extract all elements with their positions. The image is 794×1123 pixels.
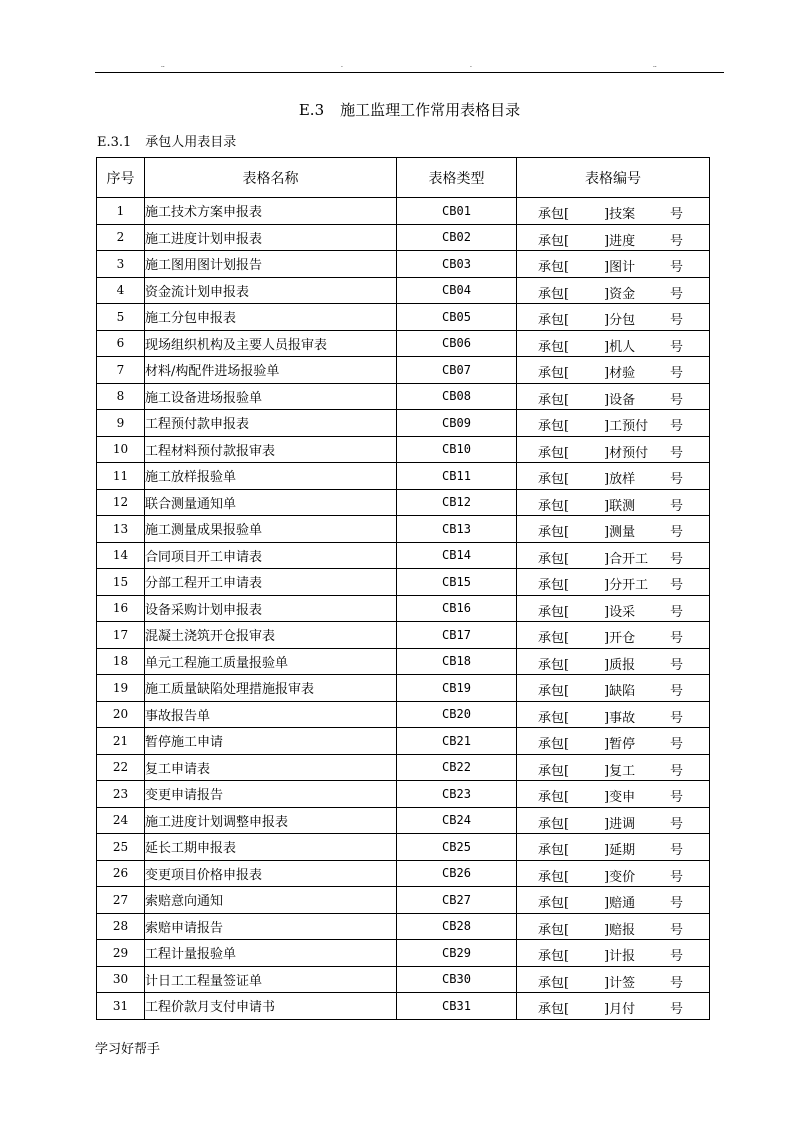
row-seq: 1 [97, 198, 145, 225]
code-abbrev: ]暂停 [604, 737, 636, 752]
table-row [97, 251, 710, 278]
column-header-name: 表格名称 [145, 158, 397, 198]
code-abbrev: ]机人 [604, 339, 636, 355]
table-row [97, 860, 710, 887]
subsection-title [97, 134, 236, 152]
code-number-mark: 号 [670, 445, 684, 461]
row-form-name: 材料/构配件进场报验单 [145, 357, 397, 384]
column-header-code: 表格编号 [517, 158, 710, 198]
row-form-type: CB08 [397, 383, 517, 410]
code-abbrev: ]材预付 [604, 445, 649, 461]
code-number-mark: 号 [670, 790, 684, 805]
row-form-code [517, 410, 710, 437]
table-row [97, 542, 710, 569]
row-form-code [517, 807, 710, 834]
code-number-mark: 号 [670, 684, 684, 699]
row-form-type: CB22 [397, 754, 517, 781]
table-row [97, 807, 710, 834]
code-prefix: 承包[ [538, 339, 570, 355]
row-form-type: CB20 [397, 701, 517, 728]
code-prefix: 承包[ [538, 737, 570, 752]
code-prefix: 承包[ [538, 631, 570, 646]
code-abbrev: ]设备 [604, 392, 636, 408]
row-form-name: 工程计量报验单 [145, 940, 397, 967]
table-row [97, 728, 710, 755]
row-form-type: CB31 [397, 993, 517, 1020]
row-form-code [517, 251, 710, 278]
code-prefix: 承包[ [538, 578, 570, 593]
row-seq: 18 [97, 648, 145, 675]
row-form-name: 施工图用图计划报告 [145, 251, 397, 278]
row-form-name: 工程材料预付款报审表 [145, 436, 397, 463]
code-prefix: 承包[ [538, 922, 570, 938]
code-number-mark: 号 [670, 472, 684, 487]
row-form-type: CB14 [397, 542, 517, 569]
row-form-code [517, 834, 710, 861]
row-seq: 6 [97, 330, 145, 357]
code-prefix: 承包[ [538, 790, 570, 805]
row-seq: 19 [97, 675, 145, 702]
table-row [97, 754, 710, 781]
row-form-type: CB15 [397, 569, 517, 596]
row-form-code [517, 781, 710, 808]
code-prefix: 承包[ [538, 684, 570, 699]
table-row [97, 622, 710, 649]
table-row [97, 516, 710, 543]
table-row [97, 675, 710, 702]
code-abbrev: ]质报 [604, 657, 636, 673]
code-number-mark: 号 [670, 339, 684, 355]
header-dot: . [341, 62, 343, 69]
code-number-mark: 号 [670, 260, 684, 275]
code-prefix: 承包[ [538, 419, 570, 434]
table-row [97, 277, 710, 304]
row-form-type: CB04 [397, 277, 517, 304]
row-form-name: 资金流计划申报表 [145, 277, 397, 304]
code-abbrev: ]工预付 [604, 419, 649, 434]
code-number-mark: 号 [670, 1002, 684, 1017]
row-form-code [517, 463, 710, 490]
row-form-code [517, 595, 710, 622]
row-form-code [517, 436, 710, 463]
row-form-code [517, 542, 710, 569]
row-form-code [517, 913, 710, 940]
row-form-type: CB26 [397, 860, 517, 887]
code-prefix: 承包[ [538, 949, 570, 964]
row-form-type: CB21 [397, 728, 517, 755]
code-prefix: 承包[ [538, 313, 570, 328]
row-form-type: CB10 [397, 436, 517, 463]
row-form-name: 施工进度计划调整申报表 [145, 807, 397, 834]
code-number-mark: 号 [670, 816, 684, 832]
row-seq: 31 [97, 993, 145, 1020]
form-catalog-table [96, 157, 710, 1020]
code-prefix: 承包[ [538, 657, 570, 673]
code-number-mark: 号 [670, 737, 684, 752]
row-form-name: 施工测量成果报验单 [145, 516, 397, 543]
row-form-name: 合同项目开工申请表 [145, 542, 397, 569]
row-seq: 22 [97, 754, 145, 781]
page-footer: 学习好帮手 [95, 1042, 161, 1057]
header-dot: . [470, 62, 472, 69]
row-seq: 5 [97, 304, 145, 331]
code-prefix: 承包[ [538, 472, 570, 487]
code-prefix: 承包[ [538, 1002, 570, 1017]
subsection-number: E.3.1 [97, 135, 132, 150]
row-form-code [517, 330, 710, 357]
row-form-code [517, 569, 710, 596]
row-form-name: 索赔意向通知 [145, 887, 397, 914]
code-number-mark: 号 [670, 843, 684, 858]
table-row [97, 436, 710, 463]
row-seq: 14 [97, 542, 145, 569]
row-form-name: 计日工工程量签证单 [145, 966, 397, 993]
table-row [97, 648, 710, 675]
row-form-type: CB05 [397, 304, 517, 331]
page-header-dots [95, 62, 724, 70]
code-abbrev: ]赔通 [604, 896, 636, 911]
table-row [97, 966, 710, 993]
row-form-code [517, 860, 710, 887]
code-abbrev: ]变申 [604, 790, 636, 805]
row-form-name: 施工质量缺陷处理措施报审表 [145, 675, 397, 702]
row-seq: 13 [97, 516, 145, 543]
code-prefix: 承包[ [538, 525, 570, 540]
row-form-type: CB23 [397, 781, 517, 808]
code-number-mark: 号 [670, 869, 684, 885]
row-form-name: 变更项目价格申报表 [145, 860, 397, 887]
row-form-code [517, 887, 710, 914]
row-form-name: 变更申请报告 [145, 781, 397, 808]
code-number-mark: 号 [670, 392, 684, 408]
row-form-code [517, 728, 710, 755]
code-prefix: 承包[ [538, 604, 570, 620]
code-prefix: 承包[ [538, 710, 570, 726]
code-prefix: 承包[ [538, 207, 570, 222]
row-form-name: 施工设备进场报验单 [145, 383, 397, 410]
code-abbrev: ]计签 [604, 975, 636, 991]
code-abbrev: ]测量 [604, 525, 636, 540]
code-abbrev: ]合开工 [604, 551, 649, 567]
row-form-type: CB16 [397, 595, 517, 622]
table-row [97, 357, 710, 384]
row-form-code [517, 198, 710, 225]
table-row [97, 224, 710, 251]
code-abbrev: ]开仓 [604, 631, 636, 646]
code-number-mark: 号 [670, 604, 684, 620]
code-abbrev: ]图计 [604, 260, 636, 275]
row-form-type: CB24 [397, 807, 517, 834]
table-row [97, 304, 710, 331]
header-dot: .. [653, 62, 657, 69]
row-form-type: CB03 [397, 251, 517, 278]
code-abbrev: ]延期 [604, 843, 636, 858]
code-prefix: 承包[ [538, 896, 570, 911]
row-form-type: CB02 [397, 224, 517, 251]
code-abbrev: ]事故 [604, 710, 636, 726]
code-number-mark: 号 [670, 525, 684, 540]
row-seq: 7 [97, 357, 145, 384]
code-number-mark: 号 [670, 763, 684, 779]
row-form-code [517, 357, 710, 384]
row-form-name: 施工进度计划申报表 [145, 224, 397, 251]
code-number-mark: 号 [670, 313, 684, 328]
row-form-name: 工程价款月支付申请书 [145, 993, 397, 1020]
section-title-text: 施工监理工作常用表格目录 [340, 101, 521, 119]
code-abbrev: ]设采 [604, 604, 636, 620]
table-row [97, 993, 710, 1020]
row-seq: 25 [97, 834, 145, 861]
code-number-mark: 号 [670, 207, 684, 222]
row-form-code [517, 383, 710, 410]
code-number-mark: 号 [670, 896, 684, 911]
code-number-mark: 号 [670, 975, 684, 991]
header-dot: .. [161, 62, 165, 69]
row-form-code [517, 675, 710, 702]
row-form-type: CB06 [397, 330, 517, 357]
row-seq: 29 [97, 940, 145, 967]
row-seq: 24 [97, 807, 145, 834]
column-header-type: 表格类型 [397, 158, 517, 198]
subsection-title-text: 承包人用表目录 [145, 135, 237, 150]
row-seq: 4 [97, 277, 145, 304]
code-number-mark: 号 [670, 631, 684, 646]
code-abbrev: ]分开工 [604, 578, 649, 593]
row-seq: 27 [97, 887, 145, 914]
row-form-code [517, 622, 710, 649]
code-number-mark: 号 [670, 419, 684, 434]
code-prefix: 承包[ [538, 286, 570, 302]
row-form-type: CB07 [397, 357, 517, 384]
row-seq: 17 [97, 622, 145, 649]
row-seq: 8 [97, 383, 145, 410]
row-form-code [517, 648, 710, 675]
row-form-name: 设备采购计划申报表 [145, 595, 397, 622]
row-form-name: 施工技术方案申报表 [145, 198, 397, 225]
row-form-code [517, 966, 710, 993]
code-abbrev: ]月付 [604, 1002, 636, 1017]
code-number-mark: 号 [670, 949, 684, 964]
code-prefix: 承包[ [538, 392, 570, 408]
code-number-mark: 号 [670, 498, 684, 514]
code-prefix: 承包[ [538, 869, 570, 885]
row-form-name: 索赔申请报告 [145, 913, 397, 940]
table-row [97, 701, 710, 728]
row-seq: 2 [97, 224, 145, 251]
row-form-type: CB13 [397, 516, 517, 543]
row-form-name: 复工申请表 [145, 754, 397, 781]
header-rule [95, 72, 724, 73]
row-form-name: 工程预付款申报表 [145, 410, 397, 437]
table-row [97, 489, 710, 516]
table-row [97, 383, 710, 410]
row-form-type: CB09 [397, 410, 517, 437]
table-row [97, 781, 710, 808]
code-number-mark: 号 [670, 366, 684, 381]
row-form-code [517, 940, 710, 967]
row-form-type: CB19 [397, 675, 517, 702]
row-form-type: CB29 [397, 940, 517, 967]
code-prefix: 承包[ [538, 498, 570, 514]
row-seq: 28 [97, 913, 145, 940]
code-prefix: 承包[ [538, 763, 570, 779]
code-abbrev: ]进度 [604, 233, 636, 249]
table-row [97, 463, 710, 490]
code-prefix: 承包[ [538, 551, 570, 567]
code-abbrev: ]进调 [604, 816, 636, 832]
row-form-name: 延长工期申报表 [145, 834, 397, 861]
code-prefix: 承包[ [538, 260, 570, 275]
row-form-code [517, 754, 710, 781]
table-row [97, 595, 710, 622]
section-title [95, 100, 724, 120]
row-form-code [517, 993, 710, 1020]
row-seq: 26 [97, 860, 145, 887]
code-abbrev: ]分包 [604, 313, 636, 328]
table-row [97, 410, 710, 437]
row-seq: 11 [97, 463, 145, 490]
code-prefix: 承包[ [538, 445, 570, 461]
code-prefix: 承包[ [538, 816, 570, 832]
code-abbrev: ]材验 [604, 366, 636, 381]
row-form-code [517, 701, 710, 728]
column-header-seq: 序号 [97, 158, 145, 198]
row-form-name: 联合测量通知单 [145, 489, 397, 516]
code-prefix: 承包[ [538, 366, 570, 381]
row-form-code [517, 304, 710, 331]
code-abbrev: ]联测 [604, 498, 636, 514]
code-abbrev: ]变价 [604, 869, 636, 885]
row-form-type: CB25 [397, 834, 517, 861]
row-form-code [517, 277, 710, 304]
code-number-mark: 号 [670, 286, 684, 302]
row-form-code [517, 224, 710, 251]
row-form-name: 混凝土浇筑开仓报审表 [145, 622, 397, 649]
table-row [97, 913, 710, 940]
row-form-code [517, 489, 710, 516]
row-form-type: CB17 [397, 622, 517, 649]
row-form-name: 施工分包申报表 [145, 304, 397, 331]
row-form-type: CB11 [397, 463, 517, 490]
table-row [97, 198, 710, 225]
row-seq: 10 [97, 436, 145, 463]
table-header-row [97, 158, 710, 198]
code-number-mark: 号 [670, 578, 684, 593]
row-seq: 9 [97, 410, 145, 437]
code-abbrev: ]技案 [604, 207, 636, 222]
row-form-type: CB27 [397, 887, 517, 914]
code-abbrev: ]计报 [604, 949, 636, 964]
code-prefix: 承包[ [538, 975, 570, 991]
row-form-name: 分部工程开工申请表 [145, 569, 397, 596]
row-seq: 20 [97, 701, 145, 728]
row-seq: 12 [97, 489, 145, 516]
row-form-name: 施工放样报验单 [145, 463, 397, 490]
row-form-type: CB28 [397, 913, 517, 940]
row-form-code [517, 516, 710, 543]
row-form-name: 事故报告单 [145, 701, 397, 728]
row-form-name: 现场组织机构及主要人员报审表 [145, 330, 397, 357]
row-seq: 23 [97, 781, 145, 808]
row-seq: 21 [97, 728, 145, 755]
code-prefix: 承包[ [538, 233, 570, 249]
row-form-type: CB30 [397, 966, 517, 993]
code-abbrev: ]复工 [604, 763, 636, 779]
code-number-mark: 号 [670, 710, 684, 726]
row-form-type: CB18 [397, 648, 517, 675]
table-row [97, 940, 710, 967]
row-seq: 16 [97, 595, 145, 622]
code-prefix: 承包[ [538, 843, 570, 858]
row-seq: 30 [97, 966, 145, 993]
row-form-name: 单元工程施工质量报验单 [145, 648, 397, 675]
row-form-type: CB01 [397, 198, 517, 225]
row-seq: 15 [97, 569, 145, 596]
row-form-type: CB12 [397, 489, 517, 516]
code-number-mark: 号 [670, 657, 684, 673]
code-number-mark: 号 [670, 922, 684, 938]
code-number-mark: 号 [670, 551, 684, 567]
code-abbrev: ]缺陷 [604, 684, 636, 699]
row-seq: 3 [97, 251, 145, 278]
code-abbrev: ]赔报 [604, 922, 636, 938]
section-number: E.3 [298, 101, 325, 119]
code-abbrev: ]资金 [604, 286, 636, 302]
table-row [97, 887, 710, 914]
table-row [97, 330, 710, 357]
code-abbrev: ]放样 [604, 472, 636, 487]
table-row [97, 569, 710, 596]
code-number-mark: 号 [670, 233, 684, 249]
table-row [97, 834, 710, 861]
row-form-name: 暂停施工申请 [145, 728, 397, 755]
